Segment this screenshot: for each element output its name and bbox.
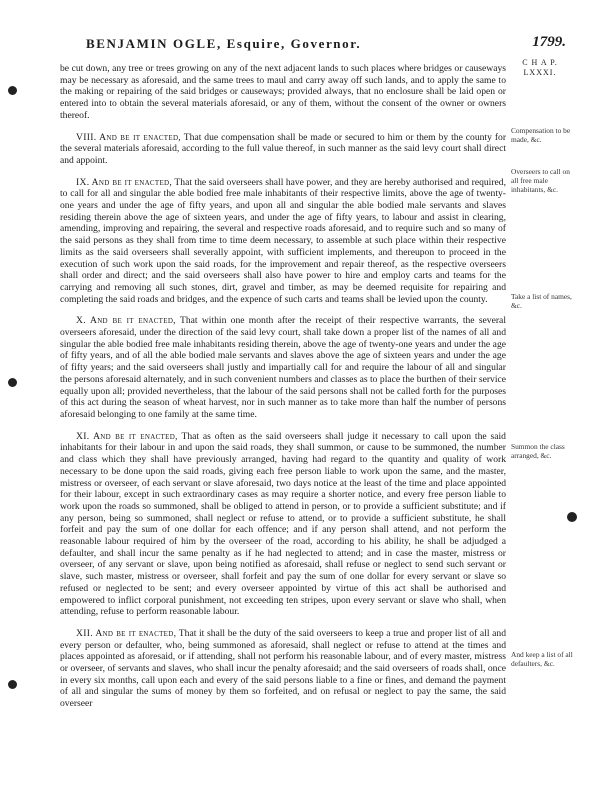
section-lead: XII. And be it enacted, — [76, 627, 177, 639]
document-body — [60, 63, 506, 720]
margin-note-overseers: Overseers to call on all free male inhabitants, &c. — [511, 167, 570, 194]
section-xii — [60, 628, 506, 710]
binding-hole-mark — [8, 86, 17, 95]
ink-blot-mark — [567, 512, 577, 522]
binding-hole-mark — [8, 378, 17, 387]
chapter-number: LXXXI. — [523, 68, 557, 77]
paragraph-text: be cut down, any tree or trees growing on any of the next adjacent lands to such places where bridges or causeways may be necessary as aforesaid, and the same trees to maul and carry away off such lands, and to apply the same to the making or repairing of the said bridges or causeways; provided always, that no enclosure shall be laid open or entered into to obtain the several materials aforesaid, or any of them, without the consent of the owner or owners thereof. — [60, 63, 506, 121]
section-lead: IX. And be it enacted, — [76, 176, 173, 188]
paragraph-text: That due compensation shall be made or secured to him or them by the county for the several materials aforesaid, according to the full value thereof, in such manner as the said levy court shall direct and appoint. — [60, 131, 507, 166]
paragraph-text: That as often as the said overseers shall judge it necessary to call upon the said inhabitants for their labour in and upon the said roads, they shall summon, or cause to be summoned, the number and class which they shall have previously arranged, having had regard to the quantity and quality of work necessary to be done upon the said roads, giving each free person liable to work upon the same, and the master, mistress or overseer, of each servant or slave aforesaid, two days notice at the least of the time and place appointed for their labour, except in such extraordinary cases as may require a shorter notice, and every free person liable to work upon the roads so summoned, shall be obliged to attend in person, or to provide a sufficient substitute; and if any person, being so summoned, shall neglect or refuse to attend, or to provide a sufficient substitute, he shall forfeit and pay the sum of one dollar for each offence; and if any person shall attend, and not perform the reasonable labour required of him by the overseer of the road, according to his ability, he shall be adjudged a defaulter, and shall incur the same penalty as if he had neglected to attend; and in case the master, mistress or overseer, of any servant or slave, upon being notified as aforesaid, shall refuse or neglect to send such servant or slave, such master, mistress or overseer, shall forfeit and pay the sum of one dollar for every servant or slave so refused or neglected to be sent; and every overseer appointed by virtue of this act shall be authorised and empowered to inflict corporal punishment, not exceeding ten stripes, upon every servant or slave who shall, when attending, refuse to perform reasonable labour. — [60, 430, 506, 618]
chapter-label — [515, 58, 565, 78]
header-title: BENJAMIN OGLE, Esquire, Governor. — [86, 36, 362, 51]
paragraph-text: That it shall be the duty of the said overseers to keep a true and proper list of all and every person or defaulter, who, being summoned as aforesaid, shall neglect or refuse to attend at the times and places appointed as aforesaid, or if attending, shall not perform his reasonable labour, and of every master, mistress or overseer, of servants and slaves, who shall incur the penalty aforesaid; and the said overseers of roads shall, once in every six months, call upon each and every of the said persons liable to a fine or fines, and demand the payment of all and singular the sums of money by them so forfeited, and on refusal or neglect to pay the same, the said overseer — [60, 627, 506, 710]
margin-note-defaulters: And keep a list of all defaulters, &c. — [511, 650, 573, 668]
binding-hole-mark — [8, 680, 17, 689]
paragraph-text: That within one month after the receipt of their respective warrants, the several overseers aforesaid, under the direction of the said levy court, shall take down a proper list of the names of all and singular the able bodied free male inhabitants residing therein, above the age of twenty-one years and under the age of fifty years, and of all the able bodied male servants and slaves above the age of sixteen years and under the age of fifty years; and the said overseers shall justly and impartially call for and require the labour of all and singular the persons aforesaid alternately, and in such convenient numbers and classes as to place the burthen of their service equally upon all; provided nevertheless, that the labour of the said persons shall not be called forth for the purposes of this act during the season of wheat harvest, nor in such manner as to take more than half the number of persons aforesaid belonging to one family at the same time. — [60, 315, 506, 420]
paragraph-text: That the said overseers shall have power, and they are hereby authorised and required, to call for all and singular the able bodied free male inhabitants of their respective limits, above the age of twenty-one years and under the age of fifty years, and upon all and singular the able bodied male servants and slaves residing therein above the age of sixteen years, and under the age of fifty years, to labour and assist in clearing, amending, improving and repairing, the several and respective roads aforesaid, and to require such and so many of the said persons as they shall from time to time deem necessary, to assemble at such place within their respective limits as the said overseers shall severally appoint, with sufficient implements, and thereupon to proceed in the execution of such work upon the said roads, for the improvement and repair thereof, as the respective overseers shall order and direct; and the said overseers shall also have power to hire and employ carts and teams for the carrying and removing all such stones, dirt, gravel and timber, as may be deemed requisite for repairing and completing the said roads and bridges, and the expence of such carts and teams shall be levied upon the county. — [60, 176, 506, 305]
margin-note-compensation: Compensation to be made, &c. — [511, 126, 571, 144]
section-xi — [60, 431, 506, 618]
chapter-heading: C H A P. — [522, 58, 558, 67]
paragraph-continuation — [60, 63, 506, 122]
section-viii — [60, 132, 506, 167]
section-lead: VIII. And be it enacted, — [76, 131, 181, 143]
margin-note-list: Take a list of names, &c. — [511, 292, 572, 310]
header-year: 1799. — [532, 34, 566, 50]
section-lead: XI. And be it enacted, — [76, 430, 178, 442]
section-x — [60, 315, 506, 420]
section-lead: X. And be it enacted, — [76, 315, 176, 327]
running-header — [86, 36, 566, 58]
margin-note-summon: Summon the class arranged, &c. — [511, 442, 565, 460]
section-ix — [60, 177, 506, 306]
